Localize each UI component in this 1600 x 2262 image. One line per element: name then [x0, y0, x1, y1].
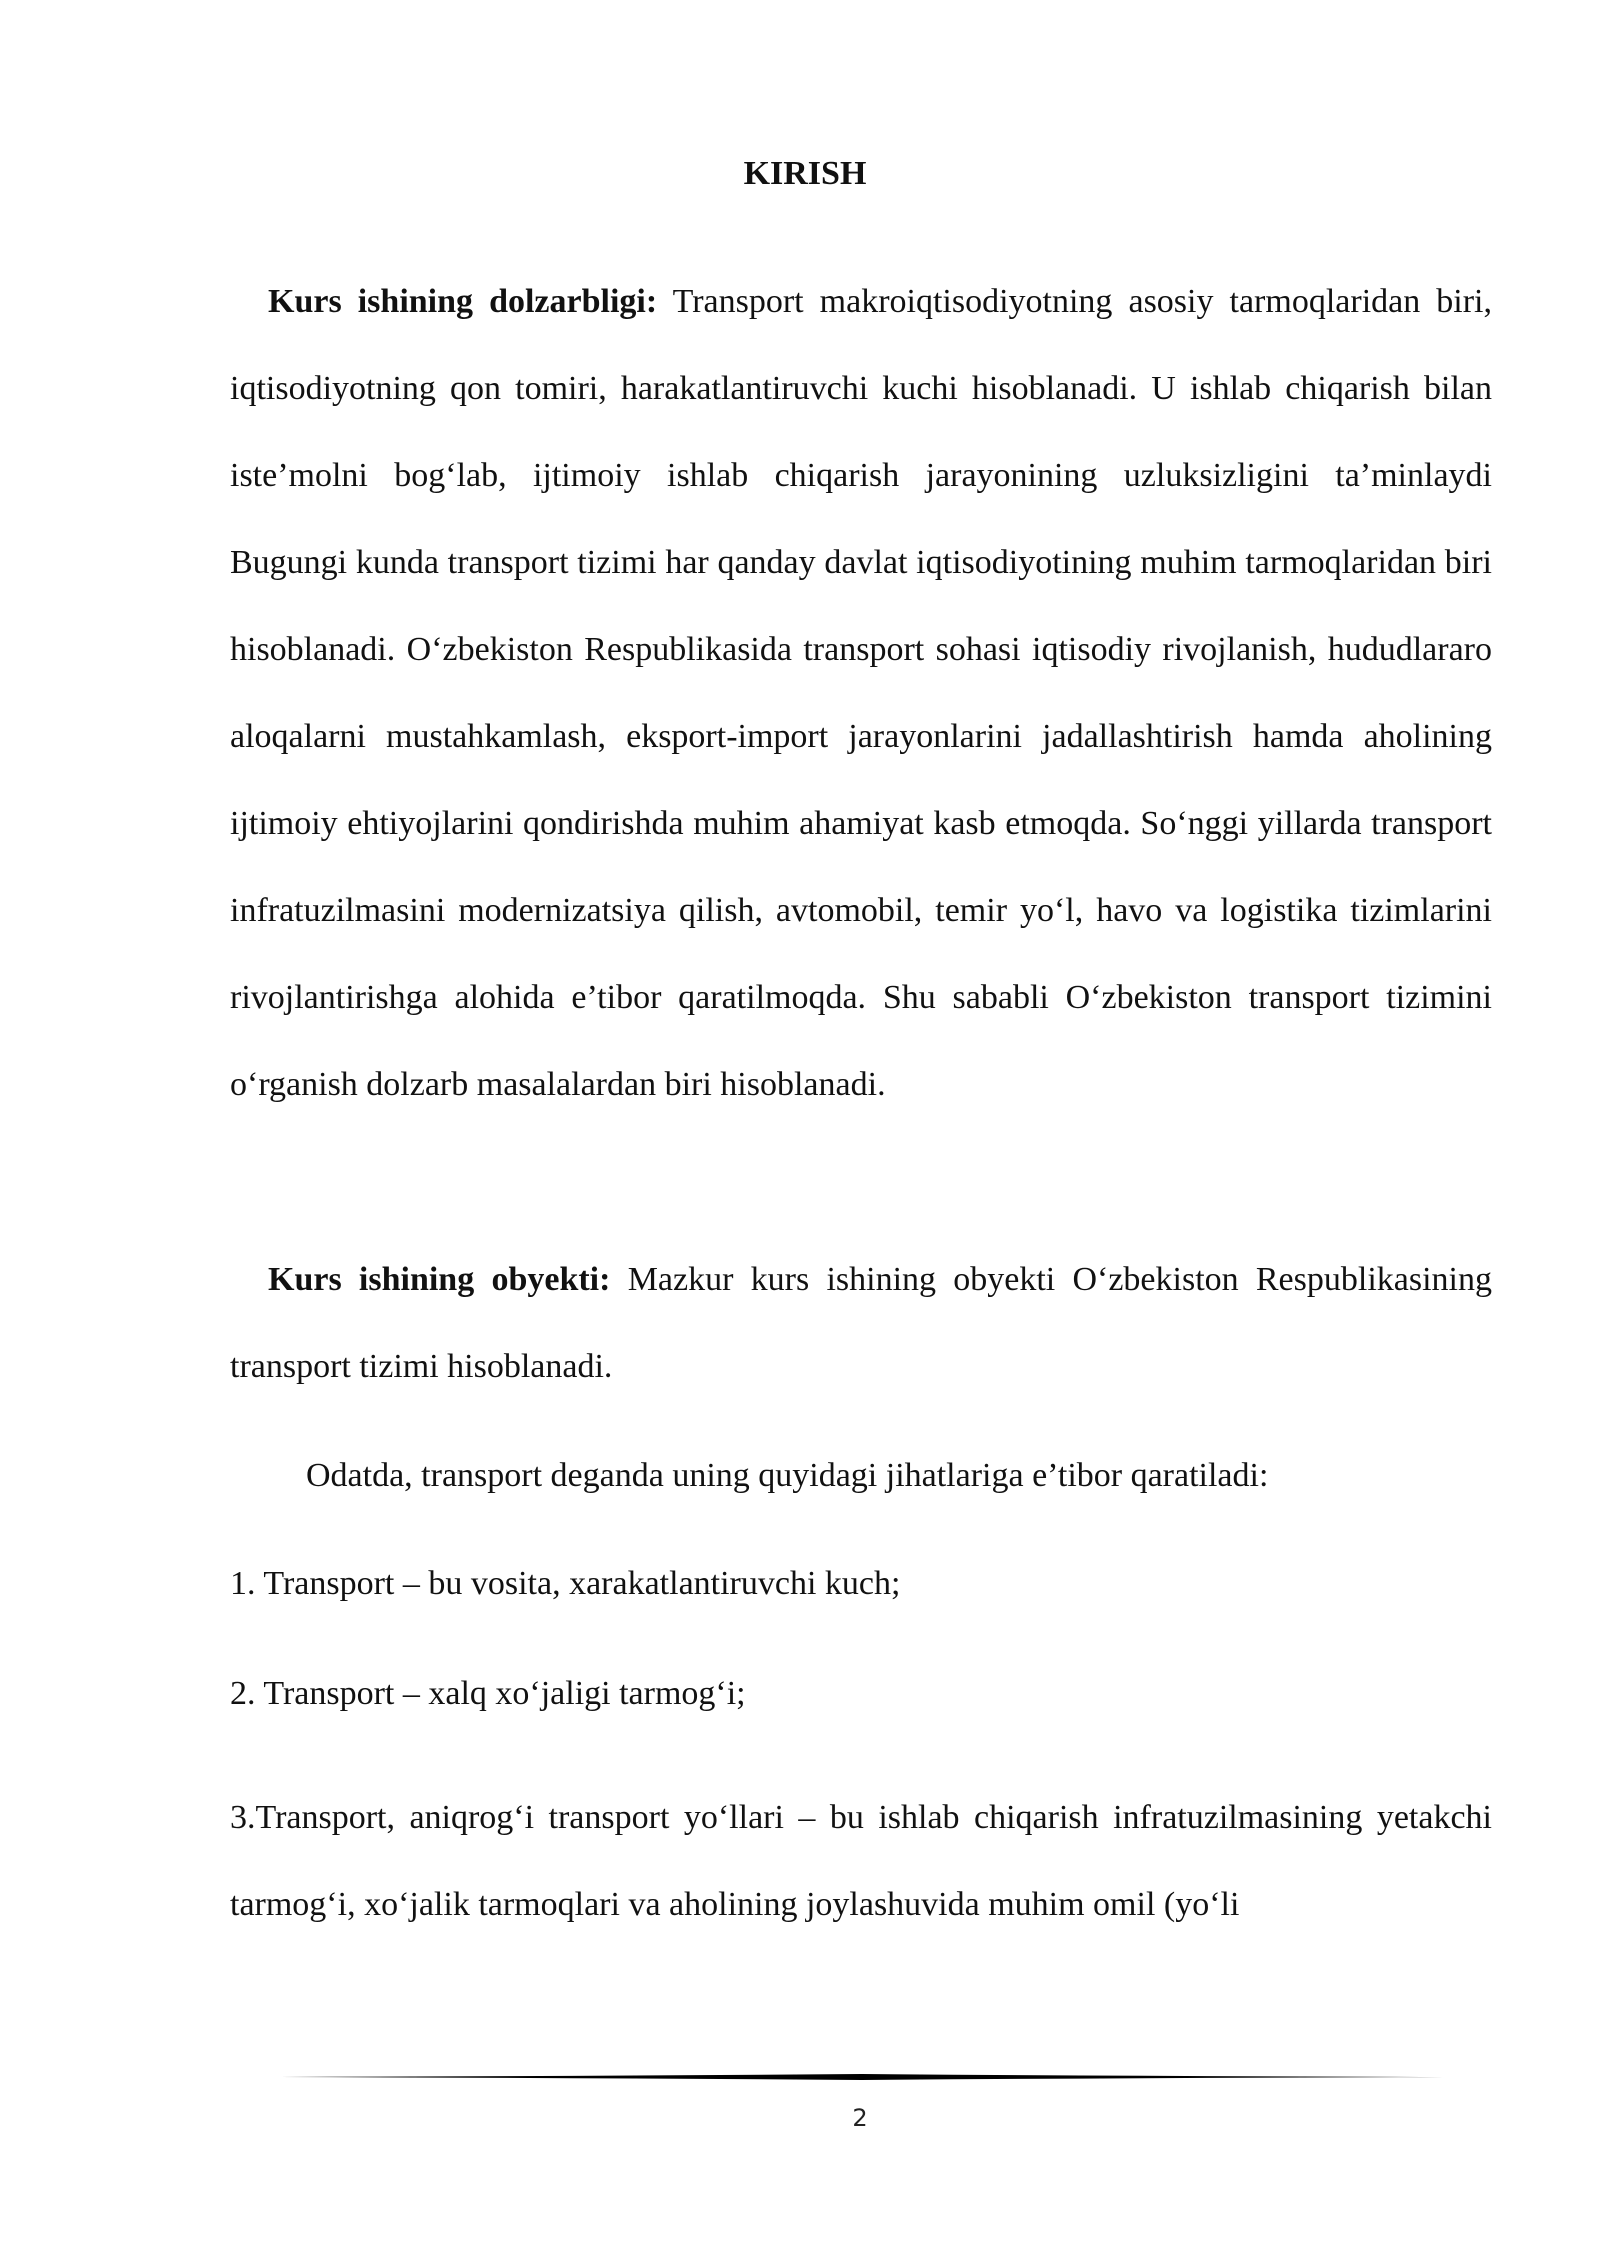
object-label: Kurs ishining obyekti: [268, 1261, 611, 1298]
page-title: KIRISH [743, 155, 867, 192]
list-item-2-block [230, 1650, 1492, 1737]
list-item-3-block [230, 1774, 1492, 1948]
list-item-1-block [230, 1540, 1492, 1627]
object-paragraph [230, 1236, 1492, 1410]
page-number: 2 [852, 2104, 868, 2132]
relevance-paragraph-block [230, 258, 1492, 1128]
list-item: 3.Transport, aniqrog‘i transport yo‘llari – bu ishlab chiqarish infratuzilmasining yetakchi tarmog‘i, xo‘jalik tarmoqlari va aholining joylashuvida muhim omil (yo‘li [230, 1799, 1492, 1923]
relevance-paragraph [230, 258, 1492, 1128]
list-item: 1. Transport – bu vosita, xarakatlantiruvchi kuch; [230, 1565, 901, 1602]
list-item: 2. Transport – xalq xo‘jaligi tarmog‘i; [230, 1675, 746, 1712]
intro-line: Odatda, transport deganda uning quyidagi jihatlariga e’tibor qaratiladi: [306, 1457, 1269, 1494]
footer-divider [280, 2074, 1444, 2080]
relevance-text: Transport makroiqtisodiyotning asosiy tarmoqlaridan biri, iqtisodiyotning qon tomiri, harakatlantiruvchi kuchi hisoblanadi. U ishlab chiqarish bilan iste’molni bog‘lab, ijtimoiy ishlab chiqarish jarayonining uzluksizligini ta’minlaydi Bugungi kunda transport tizimi har qanday davlat iqtisodiyotining muhim tarmoqlaridan biri hisoblanadi. O‘zbekiston Respublikasida transport sohasi iqtisodiy rivojlanish, hududlararo aloqalarni mustahkamlash, eksport-import jarayonlarini jadallashtirish hamda aholining ijtimoiy ehtiyojlarini qondirishda muhim ahamiyat kasb etmoqda. So‘nggi yillarda transport infratuzilmasini modernizatsiya qilish, avtomobil, temir yo‘l, havo va logistika tizimlarini rivojlantirishga alohida e’tibor qaratilmoqda. Shu sababli O‘zbekiston transport tizimini o‘rganish dolzarb masalalardan biri hisoblanadi. [230, 283, 1492, 1103]
object-paragraph-block [230, 1236, 1492, 1410]
intro-line-block [230, 1432, 1492, 1519]
relevance-label: Kurs ishining dolzarbligi: [268, 283, 658, 320]
object-text: Mazkur kurs ishining obyekti O‘zbekiston Respublikasining transport tizimi hisoblanadi. [230, 1261, 1492, 1385]
